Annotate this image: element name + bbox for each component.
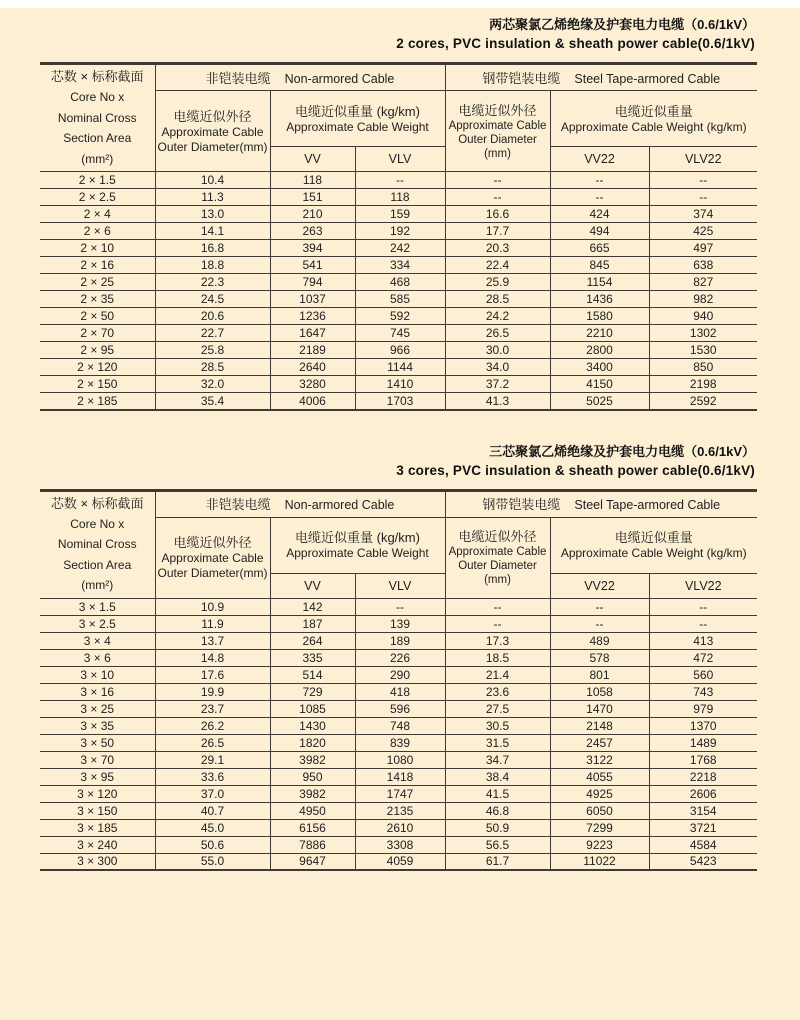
table-cell: 1058 [550, 683, 649, 700]
table-cell: 839 [355, 734, 445, 751]
table1-title-zh: 两芯聚氯乙烯绝缘及护套电力电缆（0.6/1kV） [489, 17, 755, 32]
table-cell: -- [649, 189, 757, 206]
table-cell: 27.5 [445, 700, 550, 717]
table-cell: 514 [270, 666, 355, 683]
vv22-column-header: VV22 [550, 573, 649, 598]
table1-title-en: 2 cores, PVC insulation & sheath power cable(0.6/1kV) [396, 36, 755, 51]
table-cell: 1530 [649, 342, 757, 359]
table-cell: 46.8 [445, 802, 550, 819]
table-cell: 966 [355, 342, 445, 359]
weight-non-armored-header: 电缆近似重量 (kg/km) Approximate Cable Weight [270, 91, 445, 147]
table-cell: 13.7 [155, 632, 270, 649]
table-cell: 4150 [550, 376, 649, 393]
table-cell: 40.7 [155, 802, 270, 819]
table-cell: 472 [649, 649, 757, 666]
table-cell: -- [355, 598, 445, 615]
table-cell: 11.9 [155, 615, 270, 632]
table-cell: 3 × 6 [40, 649, 155, 666]
table-cell: 16.6 [445, 206, 550, 223]
table-cell: 2 × 2.5 [40, 189, 155, 206]
table-cell: 497 [649, 240, 757, 257]
table-cell: 1236 [270, 308, 355, 325]
table-cell: 1703 [355, 393, 445, 410]
table-cell: 2800 [550, 342, 649, 359]
table-cell: -- [445, 598, 550, 615]
table-cell: 159 [355, 206, 445, 223]
table-cell: 827 [649, 274, 757, 291]
table-cell: -- [550, 172, 649, 189]
table-row [40, 359, 757, 376]
table-cell: -- [355, 172, 445, 189]
table-cell: -- [550, 615, 649, 632]
table-cell: 1370 [649, 717, 757, 734]
table-cell: 3 × 35 [40, 717, 155, 734]
outer-diameter-non-armored-header: 电缆近似外径 Approximate Cable Outer Diameter(mm) [155, 91, 270, 172]
table-cell: 1470 [550, 700, 649, 717]
table-cell: 1418 [355, 768, 445, 785]
outer-diameter-non-armored-header: 电缆近似外径 Approximate Cable Outer Diameter(mm) [155, 517, 270, 598]
table-cell: 596 [355, 700, 445, 717]
table-cell: 374 [649, 206, 757, 223]
table-cell: 2 × 95 [40, 342, 155, 359]
table-cell: 424 [550, 206, 649, 223]
table-cell: 210 [270, 206, 355, 223]
table-cell: 494 [550, 223, 649, 240]
table-cell: 3154 [649, 802, 757, 819]
table-cell: 3400 [550, 359, 649, 376]
table-cell: 7299 [550, 819, 649, 836]
weight-steel-header: 电缆近似重量 Approximate Cable Weight (kg/km) [550, 517, 757, 573]
table-row [40, 683, 757, 700]
table-cell: 10.4 [155, 172, 270, 189]
table1-body [40, 172, 757, 410]
outer-diameter-steel-header: 电缆近似外径 Approximate Cable Outer Diameter (mm) [445, 517, 550, 598]
table-cell: 50.6 [155, 836, 270, 853]
table-cell: 665 [550, 240, 649, 257]
weight-steel-header: 电缆近似重量 Approximate Cable Weight (kg/km) [550, 91, 757, 147]
table-cell: 263 [270, 223, 355, 240]
table-cell: 22.4 [445, 257, 550, 274]
table-cell: 50.9 [445, 819, 550, 836]
table-cell: 2 × 25 [40, 274, 155, 291]
table-cell: 1302 [649, 325, 757, 342]
table-cell: 845 [550, 257, 649, 274]
table-cell: 22.3 [155, 274, 270, 291]
steel-armored-group-header: 钢带铠装电缆 Steel Tape-armored Cable [445, 490, 757, 517]
table-cell: 3122 [550, 751, 649, 768]
table-cell: 2 × 16 [40, 257, 155, 274]
table-row [40, 700, 757, 717]
table-cell: 850 [649, 359, 757, 376]
vlv22-column-header: VLV22 [649, 573, 757, 598]
table-cell: -- [550, 598, 649, 615]
table-cell: 1085 [270, 700, 355, 717]
table2-title-en: 3 cores, PVC insulation & sheath power cable(0.6/1kV) [396, 462, 755, 478]
table-cell: 16.8 [155, 240, 270, 257]
table-cell: 9647 [270, 853, 355, 870]
table-cell: 794 [270, 274, 355, 291]
table-cell: 139 [355, 615, 445, 632]
cable-spec-table-2core [40, 62, 757, 411]
table-cell: 4055 [550, 768, 649, 785]
table-cell: 33.6 [155, 768, 270, 785]
table-cell: 25.9 [445, 274, 550, 291]
table-cell: 25.8 [155, 342, 270, 359]
table-cell: 585 [355, 291, 445, 308]
table-cell: 3 × 50 [40, 734, 155, 751]
table-cell: 2 × 6 [40, 223, 155, 240]
table-row [40, 802, 757, 819]
table-cell: 24.5 [155, 291, 270, 308]
table-cell: -- [649, 598, 757, 615]
table-row [40, 666, 757, 683]
table-cell: 979 [649, 700, 757, 717]
table-cell: 1820 [270, 734, 355, 751]
table-cell: 3 × 25 [40, 700, 155, 717]
table-row [40, 376, 757, 393]
vlv-column-header: VLV [355, 147, 445, 172]
table-cell: 11022 [550, 853, 649, 870]
table-cell: 35.4 [155, 393, 270, 410]
table-cell: -- [649, 172, 757, 189]
table-cell: 264 [270, 632, 355, 649]
table-cell: 20.3 [445, 240, 550, 257]
table-cell: 3721 [649, 819, 757, 836]
table-cell: 118 [270, 172, 355, 189]
table-cell: 3 × 4 [40, 632, 155, 649]
table-cell: 638 [649, 257, 757, 274]
table-cell: 31.5 [445, 734, 550, 751]
table-cell: -- [445, 172, 550, 189]
table-cell: 56.5 [445, 836, 550, 853]
table-cell: 2148 [550, 717, 649, 734]
table-cell: 20.6 [155, 308, 270, 325]
table-row [40, 632, 757, 649]
table-cell: 34.0 [445, 359, 550, 376]
table-cell: 22.7 [155, 325, 270, 342]
table-cell: 6050 [550, 802, 649, 819]
table-cell: 28.5 [155, 359, 270, 376]
table2-title-block [40, 411, 757, 489]
table-cell: 4925 [550, 785, 649, 802]
table-cell: 30.5 [445, 717, 550, 734]
table-cell: -- [445, 615, 550, 632]
cable-spec-table-3core [40, 489, 757, 872]
table-row [40, 734, 757, 751]
table-cell: 2 × 1.5 [40, 172, 155, 189]
outer-diameter-steel-header: 电缆近似外径 Approximate Cable Outer Diameter (mm) [445, 91, 550, 172]
table-row [40, 615, 757, 632]
table-cell: 1144 [355, 359, 445, 376]
table-cell: -- [445, 189, 550, 206]
table-cell: 4006 [270, 393, 355, 410]
table-cell: 32.0 [155, 376, 270, 393]
table-cell: 3 × 95 [40, 768, 155, 785]
table-cell: 1430 [270, 717, 355, 734]
vv-column-header: VV [270, 147, 355, 172]
table-cell: 418 [355, 683, 445, 700]
table-cell: 2606 [649, 785, 757, 802]
core-size-header: 芯数 × 标称截面 Core No x Nominal Cross Section Area (mm²) [40, 490, 155, 598]
table-cell: 2 × 10 [40, 240, 155, 257]
table-cell: 3 × 2.5 [40, 615, 155, 632]
table-cell: 2640 [270, 359, 355, 376]
table-row [40, 257, 757, 274]
table-cell: 2135 [355, 802, 445, 819]
table1-title-block [40, 8, 757, 62]
vlv22-column-header: VLV22 [649, 147, 757, 172]
table-row [40, 768, 757, 785]
table-cell: 5423 [649, 853, 757, 870]
table-cell: 3 × 185 [40, 819, 155, 836]
table-cell: 23.7 [155, 700, 270, 717]
table-cell: 334 [355, 257, 445, 274]
table-row [40, 836, 757, 853]
table-cell: 2457 [550, 734, 649, 751]
table-cell: 14.8 [155, 649, 270, 666]
table-cell: 1410 [355, 376, 445, 393]
table-cell: 19.9 [155, 683, 270, 700]
table-row [40, 274, 757, 291]
table-cell: 151 [270, 189, 355, 206]
table-cell: 41.3 [445, 393, 550, 410]
table-cell: 21.4 [445, 666, 550, 683]
table-cell: 1080 [355, 751, 445, 768]
table-cell: 28.5 [445, 291, 550, 308]
table-cell: 3 × 10 [40, 666, 155, 683]
table-row [40, 325, 757, 342]
table-cell: 192 [355, 223, 445, 240]
table-cell: 18.8 [155, 257, 270, 274]
table-cell: 37.2 [445, 376, 550, 393]
table-cell: 940 [649, 308, 757, 325]
table-cell: 3 × 300 [40, 853, 155, 870]
core-size-header: 芯数 × 标称截面 Core No x Nominal Cross Section Area (mm²) [40, 64, 155, 172]
table-cell: 7886 [270, 836, 355, 853]
table2-body [40, 598, 757, 870]
table-cell: -- [550, 189, 649, 206]
table-cell: 2 × 35 [40, 291, 155, 308]
table-cell: 4059 [355, 853, 445, 870]
table-cell: 6156 [270, 819, 355, 836]
table-row [40, 308, 757, 325]
page-top-margin [0, 0, 800, 8]
table-cell: 801 [550, 666, 649, 683]
table-cell: 3 × 16 [40, 683, 155, 700]
table-cell: 1768 [649, 751, 757, 768]
table-cell: 26.5 [445, 325, 550, 342]
table-cell: 1647 [270, 325, 355, 342]
table-cell: 2189 [270, 342, 355, 359]
table-row [40, 240, 757, 257]
table-cell: 2210 [550, 325, 649, 342]
table-row [40, 751, 757, 768]
table-cell: 24.2 [445, 308, 550, 325]
table-row [40, 206, 757, 223]
table-cell: 142 [270, 598, 355, 615]
table-cell: 45.0 [155, 819, 270, 836]
table-cell: 982 [649, 291, 757, 308]
table-cell: 13.0 [155, 206, 270, 223]
table-cell: 1154 [550, 274, 649, 291]
table-cell: 468 [355, 274, 445, 291]
table-cell: 14.1 [155, 223, 270, 240]
table-cell: 394 [270, 240, 355, 257]
table-cell: 413 [649, 632, 757, 649]
table-cell: 745 [355, 325, 445, 342]
table-cell: 55.0 [155, 853, 270, 870]
table-cell: 41.5 [445, 785, 550, 802]
vv-column-header: VV [270, 573, 355, 598]
table-cell: 425 [649, 223, 757, 240]
vv22-column-header: VV22 [550, 147, 649, 172]
non-armored-group-header: 非铠装电缆 Non-armored Cable [155, 64, 445, 91]
table-cell: 61.7 [445, 853, 550, 870]
table-cell: 1580 [550, 308, 649, 325]
table-cell: 3 × 150 [40, 802, 155, 819]
table-cell: 578 [550, 649, 649, 666]
table-row [40, 342, 757, 359]
table-cell: 2198 [649, 376, 757, 393]
table-cell: 10.9 [155, 598, 270, 615]
table-cell: 729 [270, 683, 355, 700]
table-cell: 38.4 [445, 768, 550, 785]
table-cell: 2610 [355, 819, 445, 836]
table-cell: 3982 [270, 751, 355, 768]
table-cell: 950 [270, 768, 355, 785]
table-cell: 560 [649, 666, 757, 683]
table-cell: 541 [270, 257, 355, 274]
weight-non-armored-header: 电缆近似重量 (kg/km) Approximate Cable Weight [270, 517, 445, 573]
table-row [40, 223, 757, 240]
table-cell: 11.3 [155, 189, 270, 206]
table-cell: 2 × 4 [40, 206, 155, 223]
table-cell: 226 [355, 649, 445, 666]
table-cell: 743 [649, 683, 757, 700]
table-cell: 18.5 [445, 649, 550, 666]
table-row [40, 819, 757, 836]
table-cell: -- [649, 615, 757, 632]
table-cell: 23.6 [445, 683, 550, 700]
table-cell: 26.5 [155, 734, 270, 751]
table-row [40, 598, 757, 615]
table-row [40, 785, 757, 802]
table-cell: 29.1 [155, 751, 270, 768]
table-cell: 187 [270, 615, 355, 632]
table-cell: 1489 [649, 734, 757, 751]
table-cell: 3308 [355, 836, 445, 853]
table-cell: 3982 [270, 785, 355, 802]
table-cell: 1747 [355, 785, 445, 802]
table-cell: 748 [355, 717, 445, 734]
table-cell: 4950 [270, 802, 355, 819]
table-row [40, 189, 757, 206]
catalog-page [40, 8, 757, 871]
table-cell: 2 × 70 [40, 325, 155, 342]
table-row [40, 291, 757, 308]
table-cell: 2 × 120 [40, 359, 155, 376]
table-cell: 242 [355, 240, 445, 257]
table-row [40, 172, 757, 189]
table-cell: 3280 [270, 376, 355, 393]
table-cell: 2 × 150 [40, 376, 155, 393]
table-cell: 37.0 [155, 785, 270, 802]
table-row [40, 717, 757, 734]
table-cell: 2592 [649, 393, 757, 410]
table-cell: 9223 [550, 836, 649, 853]
table-cell: 2 × 185 [40, 393, 155, 410]
table-cell: 1436 [550, 291, 649, 308]
table-cell: 30.0 [445, 342, 550, 359]
non-armored-group-header: 非铠装电缆 Non-armored Cable [155, 490, 445, 517]
table-cell: 34.7 [445, 751, 550, 768]
table-cell: 1037 [270, 291, 355, 308]
table-cell: 17.7 [445, 223, 550, 240]
table-cell: 3 × 70 [40, 751, 155, 768]
table-cell: 3 × 120 [40, 785, 155, 802]
table2-title-zh: 三芯聚氯乙烯绝缘及护套电力电缆（0.6/1kV） [489, 443, 755, 459]
table-cell: 26.2 [155, 717, 270, 734]
table-cell: 17.3 [445, 632, 550, 649]
table-cell: 5025 [550, 393, 649, 410]
table-row [40, 393, 757, 410]
vlv-column-header: VLV [355, 573, 445, 598]
table-cell: 592 [355, 308, 445, 325]
table-cell: 290 [355, 666, 445, 683]
steel-armored-group-header: 钢带铠装电缆 Steel Tape-armored Cable [445, 64, 757, 91]
table-cell: 118 [355, 189, 445, 206]
table-row [40, 649, 757, 666]
table-cell: 335 [270, 649, 355, 666]
table-cell: 2218 [649, 768, 757, 785]
table-cell: 489 [550, 632, 649, 649]
table-cell: 4584 [649, 836, 757, 853]
table-row [40, 853, 757, 870]
table-cell: 3 × 1.5 [40, 598, 155, 615]
table-cell: 189 [355, 632, 445, 649]
table-cell: 3 × 240 [40, 836, 155, 853]
table-cell: 17.6 [155, 666, 270, 683]
table-cell: 2 × 50 [40, 308, 155, 325]
